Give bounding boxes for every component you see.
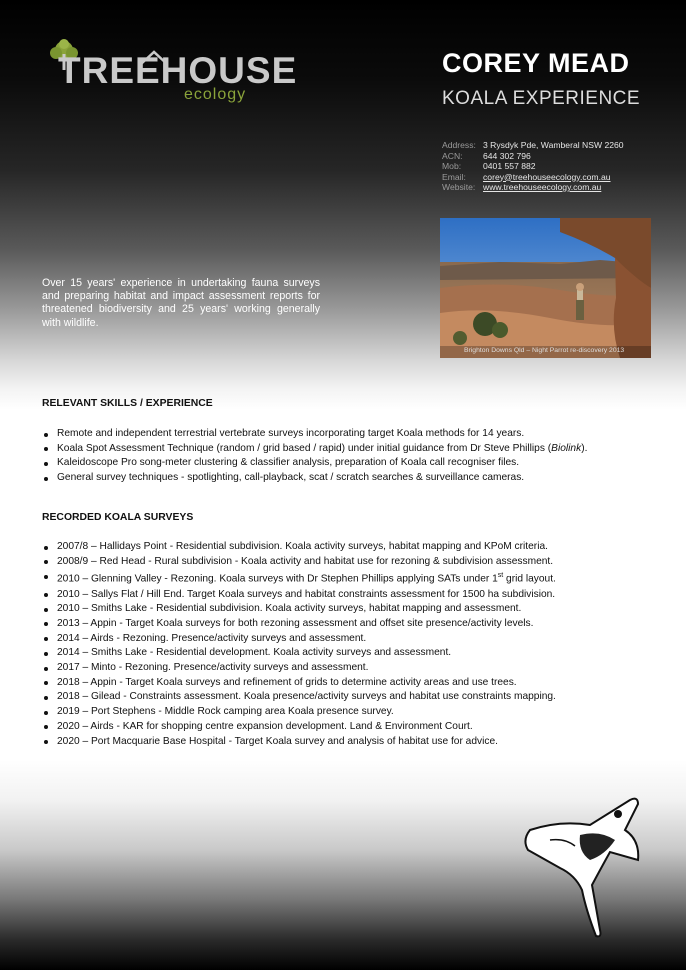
- list-item: 2008/9 – Red Head - Rural subdivision - Koala activity and habitat use for rezoning & subdivision assessment.: [42, 555, 632, 570]
- contact-label: Website:: [442, 182, 476, 192]
- email-link[interactable]: corey@treehouseecology.com.au: [483, 171, 611, 182]
- contact-row-mobile: [442, 161, 624, 172]
- contact-label: Address:: [442, 140, 476, 150]
- person-name: COREY MEAD: [442, 48, 630, 78]
- list-item: 2019 – Port Stephens - Middle Rock camping area Koala presence survey.: [42, 705, 632, 720]
- contact-label: Mob:: [442, 161, 462, 171]
- list-item: Kaleidoscope Pro song-meter clustering & classifier analysis, preparation of Koala call recogniser files.: [42, 456, 632, 471]
- list-item: 2018 – Gilead - Constraints assessment. Koala presence/activity surveys and habitat use constraints mapping.: [42, 690, 632, 705]
- list-item: 2014 – Smiths Lake - Residential development. Koala activity surveys and assessment.: [42, 646, 632, 661]
- list-item: 2020 – Airds - KAR for shopping centre expansion development. Land & Environment Court.: [42, 720, 632, 735]
- list-item: 2010 – Sallys Flat / Hill End. Target Koala surveys and habitat constraints assessment for 1500 ha subdivision.: [42, 588, 632, 603]
- list-item: 2013 – Appin - Target Koala surveys for both rezoning assessment and offset site presence/activity levels.: [42, 617, 632, 632]
- website-link[interactable]: www.treehouseecology.com.au: [483, 182, 602, 192]
- contact-label: ACN:: [442, 150, 463, 161]
- intro-summary: Over 15 years' experience in undertaking fauna surveys and preparing habitat and impact assessment reports for threatened biodiversity and 25 years' working generally with wildlife.: [42, 277, 320, 329]
- contact-row-website: [442, 182, 624, 193]
- contact-label: Email:: [442, 171, 466, 182]
- skill-text-suffix: ).: [581, 442, 588, 454]
- contact-address: 3 Rysdyk Pde, Wamberal NSW 2260: [483, 140, 624, 150]
- list-item: 2020 – Port Macquarie Base Hospital - Target Koala survey and analysis of habitat use for advice.: [42, 735, 632, 750]
- contact-row-address: [442, 140, 624, 151]
- glider-possum-icon: [520, 790, 650, 940]
- skill-text-prefix: Koala Spot Assessment Technique (random / grid based / rapid) under initial guidance from Dr Steve Phillips (: [57, 442, 552, 454]
- list-item: General survey techniques - spotlighting, call-playback, scat / scratch searches & surveillance cameras.: [42, 471, 632, 486]
- list-item: [42, 442, 632, 457]
- list-item: 2007/8 – Hallidays Point - Residential subdivision. Koala activity surveys, habitat mapping and KPoM criteria.: [42, 540, 632, 555]
- document-subtitle: KOALA EXPERIENCE: [442, 88, 641, 109]
- list-item: Remote and independent terrestrial vertebrate surveys incorporating target Koala methods for 14 years.: [42, 427, 632, 442]
- list-item: 2018 – Appin - Target Koala surveys and refinement of grids to determine activity areas and use trees.: [42, 676, 632, 691]
- skills-list: [42, 427, 632, 486]
- list-item: 2010 – Smiths Lake - Residential subdivision. Koala activity surveys, habitat mapping and assessment.: [42, 602, 632, 617]
- surveys-heading: RECORDED KOALA SURVEYS: [42, 512, 194, 523]
- logo-subtitle: ecology: [184, 86, 247, 103]
- landscape-image: [440, 218, 651, 358]
- company-logo: [44, 38, 298, 108]
- logo-wordmark: TREEHOUSE: [58, 50, 298, 91]
- surveys-list: [42, 540, 632, 749]
- contact-row-acn: [442, 151, 624, 162]
- skills-heading: RELEVANT SKILLS / EXPERIENCE: [42, 398, 213, 409]
- skill-org-name: Biolink: [551, 442, 582, 454]
- contact-details: [442, 140, 624, 193]
- contact-mobile: 0401 557 882: [483, 161, 536, 171]
- list-item: 2014 – Airds - Rezoning. Presence/activity surveys and assessment.: [42, 632, 632, 647]
- list-item: 2010 – Glenning Valley - Rezoning. Koala surveys with Dr Stephen Phillips applying SATs under 1st grid layout.: [42, 569, 632, 587]
- list-item: 2017 – Minto - Rezoning. Presence/activity surveys and assessment.: [42, 661, 632, 676]
- field-photo: [440, 218, 651, 358]
- photo-caption: Brighton Downs Qld – Night Parrot re-discovery 2013: [464, 347, 625, 354]
- contact-acn: 644 302 796: [483, 150, 531, 161]
- contact-row-email: [442, 172, 624, 183]
